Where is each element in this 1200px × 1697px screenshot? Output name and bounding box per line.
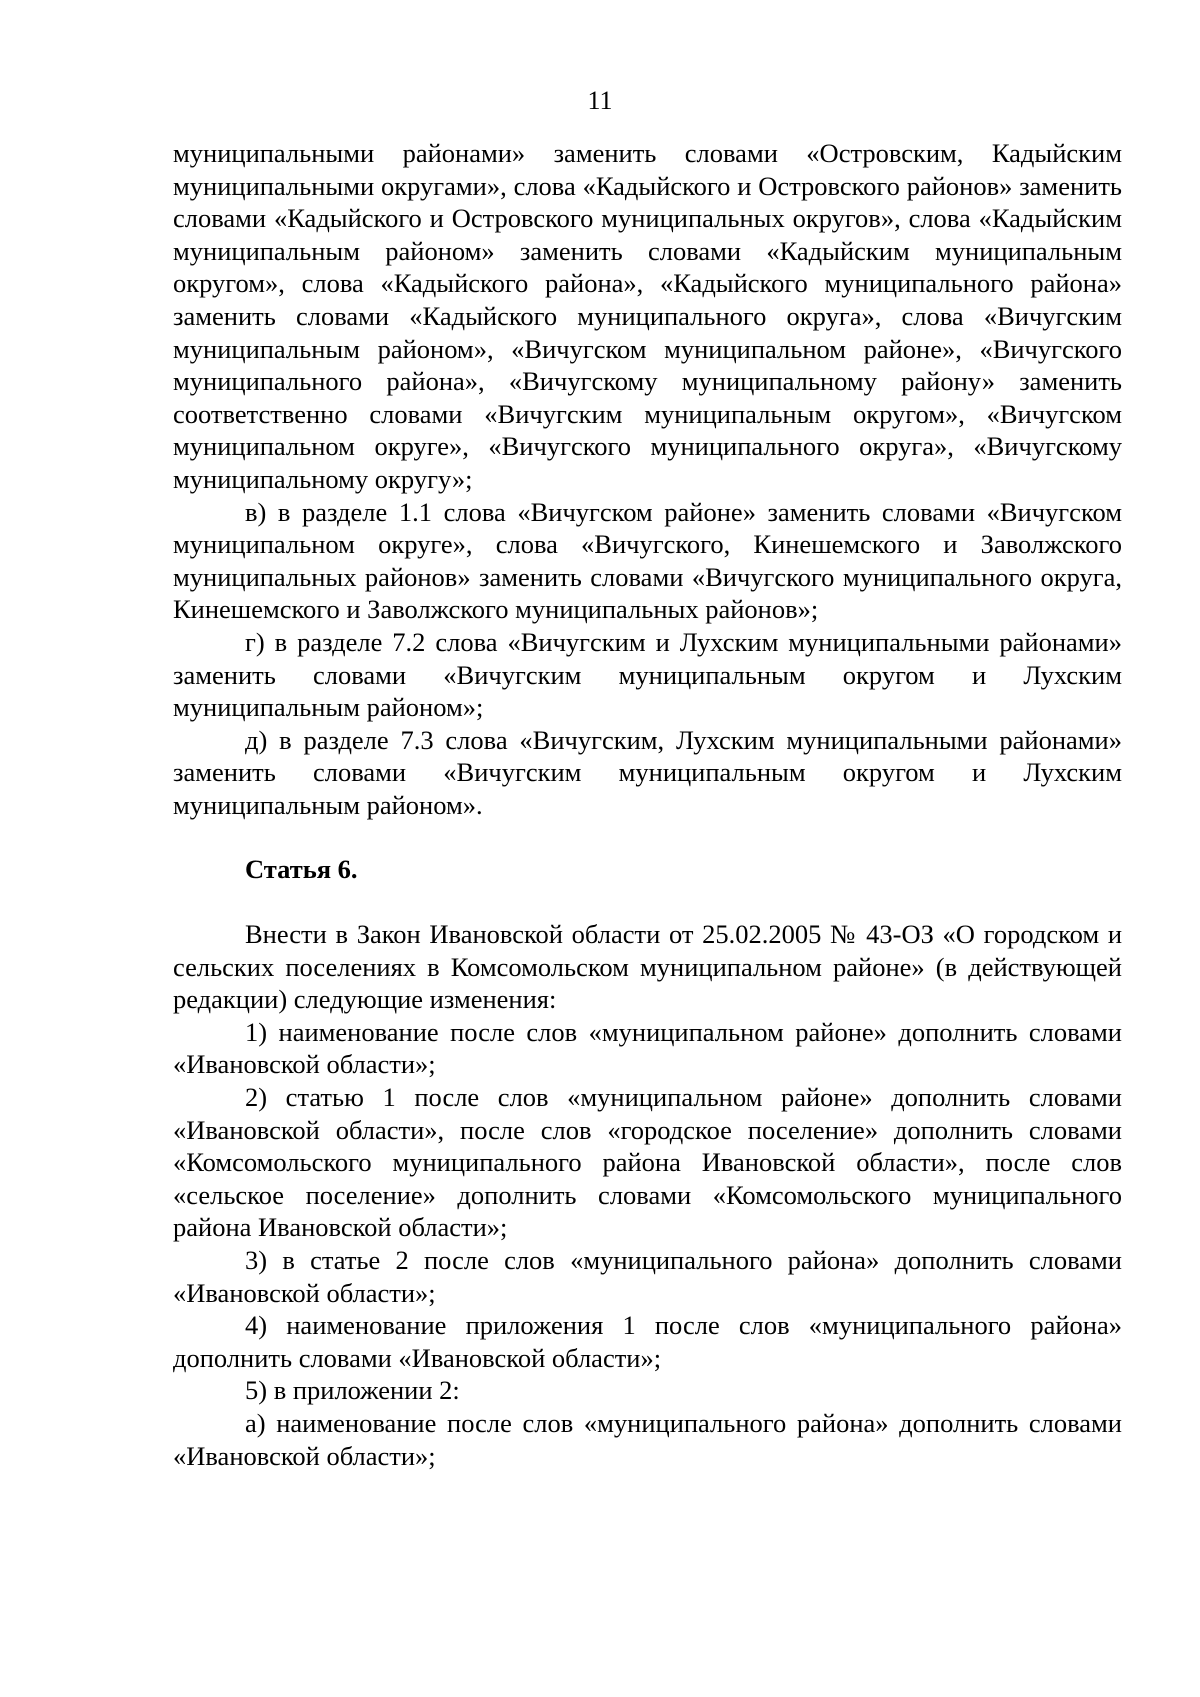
paragraph-item-g: г) в разделе 7.2 слова «Вичугским и Лухским муниципальными районами» заменить словами «Вичугским муниципальным округом и Лухским муниципальным районом»; (173, 626, 1122, 723)
article-heading: Статья 6. (245, 854, 358, 885)
paragraph-item-3: 3) в статье 2 после слов «муниципального района» дополнить словами «Ивановской области»; (173, 1245, 1122, 1308)
paragraph-item-5a: а) наименование после слов «муниципального района» дополнить словами «Ивановской области»; (173, 1407, 1122, 1471)
paragraph-item-d: д) в разделе 7.3 слова «Вичугским, Лухским муниципальными районами» заменить словами «Вичугским муниципальным округом и Лухским муниципальным районом». (173, 724, 1122, 820)
paragraph-continuation: муниципальными районами» заменить словами «Островским, Кадыйским муниципальными округами», слова «Кадыйского и Островского районов» заменить словами «Кадыйского и Островского муниципальных округов», слова «Кадыйским муниципальным районом» заменить словами «Кадыйским муниципальным округом», слова «Кадыйского района», «Кадыйского муниципального района» заменить словами «Кадыйского муниципального округа», слова «Вичугским муниципальным районом», «Вичугском муниципальном районе», «Вичугского муниципального района», «Вичугскому муниципальному району» заменить соответственно словами «Вичугским муниципальным округом», «Вичугском муниципальном округе», «Вичугского муниципального округа», «Вичугскому муниципальному округу»; (173, 138, 1122, 494)
document-body (173, 137, 1122, 1472)
paragraph-item-5: 5) в приложении 2: (245, 1375, 460, 1406)
paragraph-item-v: в) в разделе 1.1 слова «Вичугском районе» заменить словами «Вичугском муниципальном округе», слова «Вичугского, Кинешемского и Заволжского муниципальных районов» заменить словами «Вичугского муниципального округа, Кинешемского и Заволжского муниципальных районов»; (173, 496, 1122, 625)
paragraph-item-4: 4) наименование приложения 1 после слов «муниципального района» дополнить словами «Ивановской области»; (173, 1310, 1122, 1373)
paragraph-item-1: 1) наименование после слов «муниципальном районе» дополнить словами «Ивановской области»; (173, 1016, 1122, 1080)
paragraph-article-intro: Внести в Закон Ивановской области от 25.02.2005 № 43-ОЗ «О городском и сельских поселениях в Комсомольском муниципальном районе» (в действующей редакции) следующие изменения: (173, 919, 1122, 1015)
page-number: 11 (587, 86, 613, 115)
paragraph-item-2: 2) статью 1 после слов «муниципальном районе» дополнить словами «Ивановской области», после слов «городское поселение» дополнить словами «Комсомольского муниципального района Ивановской области», после слов «сельское поселение» дополнить словами «Комсомольского муниципального района Ивановской области»; (173, 1082, 1122, 1243)
